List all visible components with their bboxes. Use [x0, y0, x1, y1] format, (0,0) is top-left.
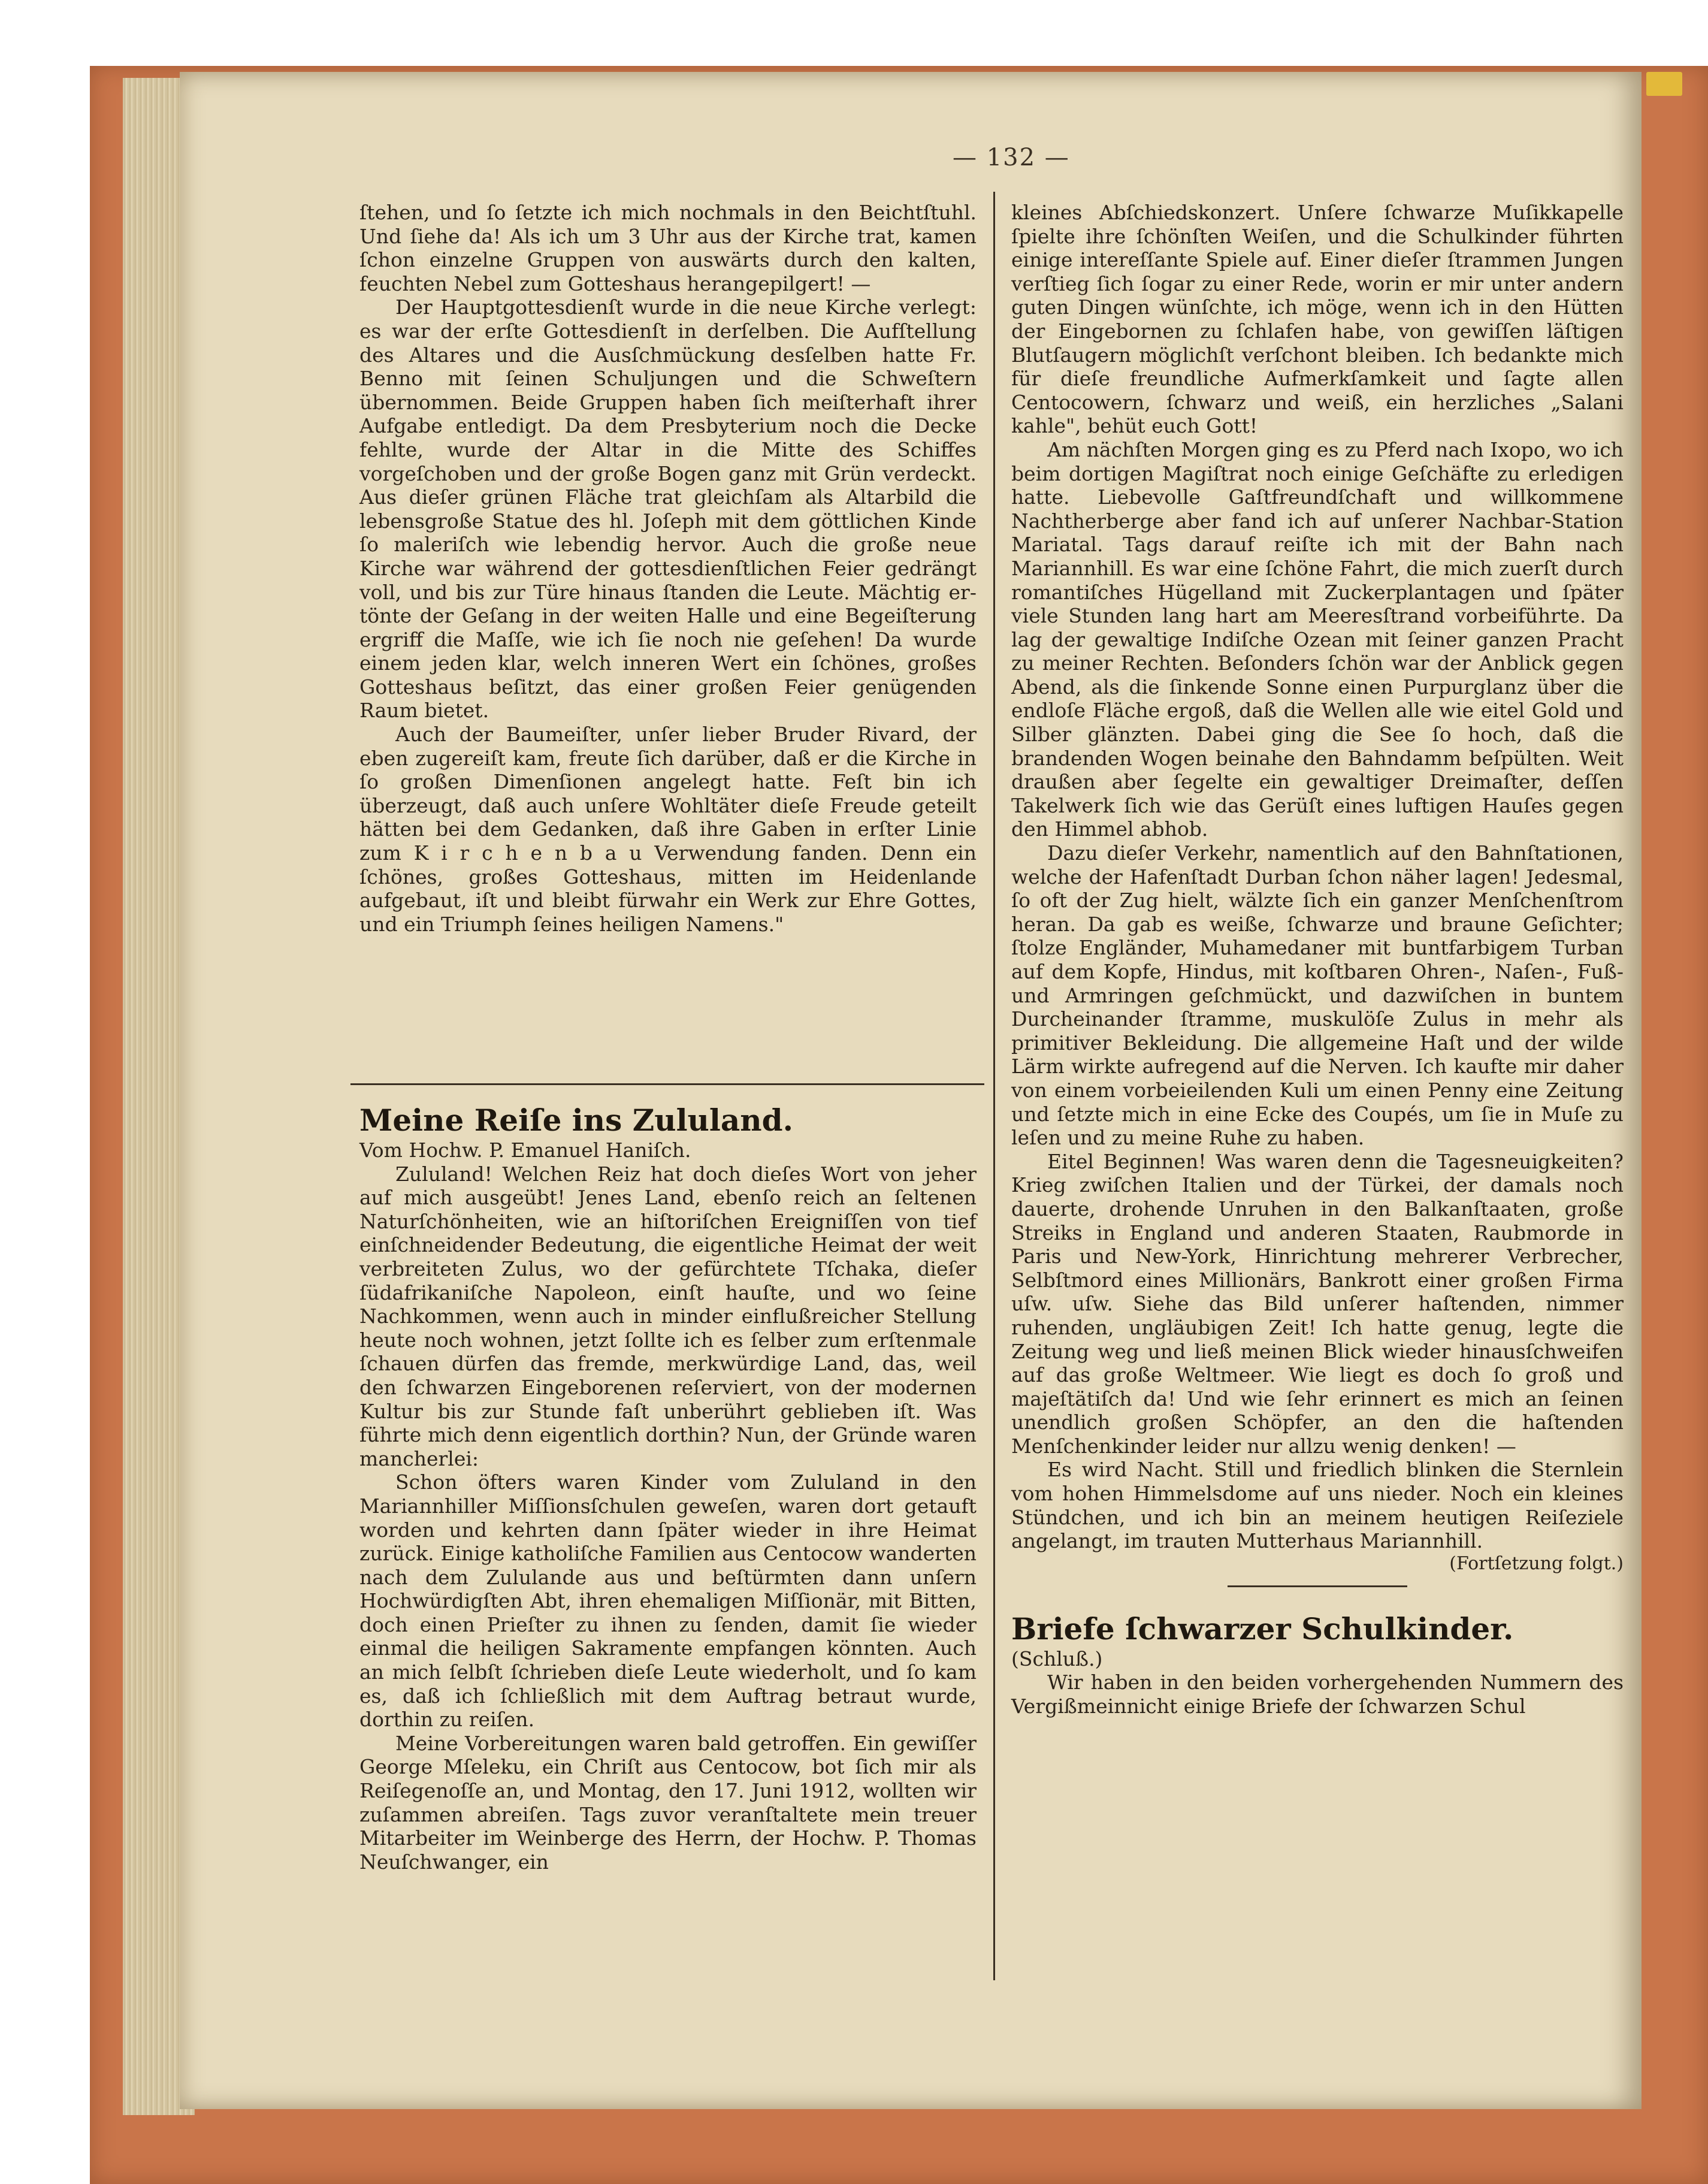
- paragraph: Auch der Baumeiſter, unſer lieber Bruder Rivard, der eben zugereiſt kam, freute ſich darüber, daß er die Kirche in ſo großen Dimenſionen angelegt hatte. Feſt bin ich überzeugt, daß auch unſere Wohltäter dieſe Freude geteilt hätten bei dem Gedanken, daß ihre Gaben in erſter Linie zum K i r c h e n b a u Verwendung fanden. Denn ein ſchönes, großes Gotteshaus, mitten im Heidenlande aufgebaut, iſt und bleibt fürwahr ein Werk zur Ehre Gottes, und ein Triumph ſeines heiligen Namens.": [359, 723, 977, 936]
- page-number: — 132 —: [953, 144, 1070, 171]
- article-title: Meine Reiſe ins Zululand.: [359, 1102, 794, 1138]
- article-title: Briefe ſchwarzer Schulkinder.: [1011, 1611, 1514, 1647]
- paragraph: kleines Abſchiedskonzert. Unſere ſchwarze Muſikkapelle ſpielte ihre ſchönſten Weiſen, und die Schulkinder führten einige intereſſante Spiele auf. Einer dieſer ſtrammen Jungen verſtieg ſich ſogar zu einer Rede, worin er mir unter andern guten Dingen wünſchte, ich möge, wenn ich in den Hütten der Eingebornen zu ſchlafen habe, von gewiſſen läſtigen Blutſaugern möglichſt verſchont bleiben. Ich bedankte mich für dieſe freundliche Aufmerkſamkeit und ſagte allen Centocowern, ſchwarz und weiß, ein herzliches „Salani kahle", behüt euch Gott!: [1011, 201, 1624, 438]
- article-separator: [350, 1083, 984, 1085]
- paragraph: Am nächſten Morgen ging es zu Pferd nach Ixopo, wo ich beim dortigen Magiſtrat noch einige Geſchäfte zu erledigen hatte. Liebevolle Gaſtfreundſchaft und willkommene Nachtherberge aber fand ich auf unſerer Nachbar-Station Mariatal. Tags darauf reiſte ich mit der Bahn nach Mariannhill. Es war eine ſchöne Fahrt, die mich zuerſt durch romantiſches Hügelland mit Zuckerplantagen und ſpäter viele Stunden lang hart am Meeresſtrand vorbeiführte. Da lag der gewaltige Indiſche Ozean mit ſeiner ganzen Pracht zu meiner Rechten. Beſonders ſchön war der Anblick gegen Abend, als die ſinkende Sonne einen Purpurglanz über die endloſe Fläche ergoß, daß die Wellen alle wie eitel Gold und Silber glänzten. Dabei ging die See ſo hoch, daß die brandenden Wogen beinahe den Bahndamm beſpülten. Weit draußen aber ſegelte ein gewaltiger Dreimaſter, deſſen Takelwerk ſich wie das Gerüſt eines luftigen Hauſes gegen den Himmel abhob.: [1011, 437, 1624, 841]
- continued-note: (Fortſetzung folgt.): [1449, 1552, 1624, 1574]
- article-zululand: [359, 1102, 977, 1874]
- article-byline: Vom Hochw. P. Emanuel Haniſch.: [359, 1138, 691, 1162]
- left-column-top: [359, 201, 977, 936]
- paragraph: Eitel Beginnen! Was waren denn die Tagesneuigkeiten? Krieg zwiſchen Italien und der Türkei, der damals noch dauerte, drohende Unruhen in den Balkanſtaaten, große Streiks in England und anderen Staaten, Raubmorde in Paris und New-York, Hinrichtung mehrerer Verbrecher, Selbſtmord eines Millionärs, Bankrott einer großen Firma uſw. uſw. Siehe das Bild unſerer haſtenden, nimmer ruhenden, ungläubigen Zeit! Ich hatte genug, legte die Zeitung weg und ließ meinen Blick wieder hinausſchweifen auf das große Weltmeer. Wie liegt es doch ſo groß und majeſtätiſch da! Und wie ſehr erinnert es mich an ſeinen unendlich großen Schöpfer, an den die haſtenden Menſchenkinder leider nur allzu wenig denken! —: [1011, 1149, 1624, 1458]
- paragraph: Der Hauptgottesdienſt wurde in die neue Kirche verlegt: es war der erſte Gottesdienſt in derſelben. Die Aufſtellung des Altares und die Ausſchmückung desſelben hatte Fr. Benno mit ſeinen Schuljungen und die Schweſtern übernommen. Beide Gruppen haben ſich meiſterhaft ihrer Aufgabe entledigt. Da dem Presbyterium noch die Decke fehlte, wurde der Altar in die Mitte des Schiffes vorgeſchoben und der große Bogen ganz mit Grün verdeckt. Aus dieſer grünen Fläche trat gleichſam als Altarbild die lebensgroße Statue des hl. Joſeph mit dem göttlichen Kinde ſo maleriſch wie lebendig hervor. Auch die große neue Kirche war während der gottesdienſtlichen Feier gedrängt voll, und bis zur Türe hinaus ſtanden die Leute. Mächtig ertönte der Geſang in der weiten Halle und eine Begeiſterung ergriff die Maſſe, wie ich ſie noch nie geſehen! Da wurde einem jeden klar, welch inneren Wert ein ſchönes, großes Gotteshaus beſitzt, das einer großen Feier genügenden Raum bietet.: [359, 295, 977, 723]
- paragraph: Zululand! Welchen Reiz hat doch dieſes Wort von jeher auf mich ausgeübt! Jenes Land, ebenſo reich an ſeltenen Naturſchönheiten, wie an hiſtoriſchen Ereigniſſen von tief einſchneidender Bedeutung, die eigentliche Heimat der weit verbreiteten Zulus, wo der gefürchtete Tſchaka, dieſer ſüdafrikaniſche Napoleon, einſt hauſte, und wo ſeine Nachkommen, wenn auch in minder einflußreicher Stellung heute noch wohnen, jetzt ſollte ich es ſelber zum erſtenmale ſchauen dürfen das fremde, merkwürdige Land, das, weil den ſchwarzen Eingeborenen reſerviert, von der modernen Kultur bis zur Stunde faſt unberührt geblieben iſt. Was führte mich denn eigentlich dorthin? Nun, der Gründe waren mancherlei:: [359, 1162, 977, 1470]
- paragraph: Wir haben in den beiden vorhergehenden Nummern des Vergißmeinnicht einige Briefe der ſchwarzen Schul: [1011, 1671, 1624, 1718]
- paragraph: Dazu dieſer Verkehr, namentlich auf den Bahnſtationen, welche der Hafenſtadt Durban ſchon näher lagen! Jedesmal, ſo oft der Zug hielt, wälzte ſich ein ganzer Menſchenſtrom heran. Da gab es weiße, ſchwarze und braune Geſichter; ſtolze Engländer, Muhamedaner mit buntfarbigem Turban auf dem Kopfe, Hindus, mit koſtbaren Ohren-, Naſen-, Fuß- und Armringen geſchmückt, und dazwiſchen in buntem Durcheinander ſtramme, muskulöſe Zulus in mehr als primitiver Bekleidung. Die allgemeine Haſt und der wilde Lärm wirkte aufregend auf die Nerven. Ich kaufte mir daher von einem vorbeieilenden Kuli um einen Penny eine Zeitung und ſetzte mich in eine Ecke des Coupés, um ſie in Muſe zu leſen und zu meine Ruhe zu haben.: [1011, 841, 1624, 1150]
- paragraph: ſtehen, und ſo ſetzte ich mich nochmals in den Beichtſtuhl. Und ſiehe da! Als ich um 3 Uhr aus der Kirche trat, kamen ſchon einzelne Gruppen von auswärts durch den kalten, feuchten Nebel zum Gotteshaus herangepilgert! —: [359, 201, 977, 295]
- paragraph: Es wird Nacht. Still und friedlich blinken die Sternlein vom hohen Himmelsdome auf uns nieder. Noch ein kleines Stündchen, und ich bin an meinem heutigen Reiſeziele angelangt, im trauten Mutterhaus Mariannhill.: [1011, 1458, 1624, 1553]
- paragraph: Meine Vorbereitungen waren bald getroffen. Ein gewiſſer George Mſeleku, ein Chriſt aus Centocow, bot ſich mir als Reiſegenoſſe an, und Montag, den 17. Juni 1912, wollten wir zuſammen abreiſen. Tags zuvor veranſtaltete mein treuer Mitarbeiter im Weinberge des Herrn, der Hochw. P. Thomas Neuſchwanger, ein: [359, 1731, 977, 1874]
- short-separator: [1228, 1585, 1407, 1587]
- article-subtitle: (Schluß.): [1011, 1647, 1103, 1671]
- bookmark-ribbon: [1646, 72, 1682, 96]
- column-divider: [993, 192, 995, 1980]
- paragraph: Schon öfters waren Kinder vom Zululand in den Mariannhiller Miſſionsſchulen geweſen, waren dort getauft worden und kehrten dann ſpäter wieder in ihre Heimat zurück. Einige katholiſche Familien aus Centocow wanderten nach dem Zululande aus und beſtürmten dann unſern Hochwürdigſten Abt, ihren ehemaligen Miſſionär, mit Bitten, doch einen Prieſter zu ihnen zu ſenden, damit ſie wieder einmal die heiligen Sakramente empfangen könnten. Auch an mich ſelbſt ſchrieben dieſe Leute wiederholt, und ſo kam es, daß ich ſchließlich mit dem Auftrag betraut wurde, dorthin zu reiſen.: [359, 1470, 977, 1732]
- right-column: [1011, 201, 1624, 1718]
